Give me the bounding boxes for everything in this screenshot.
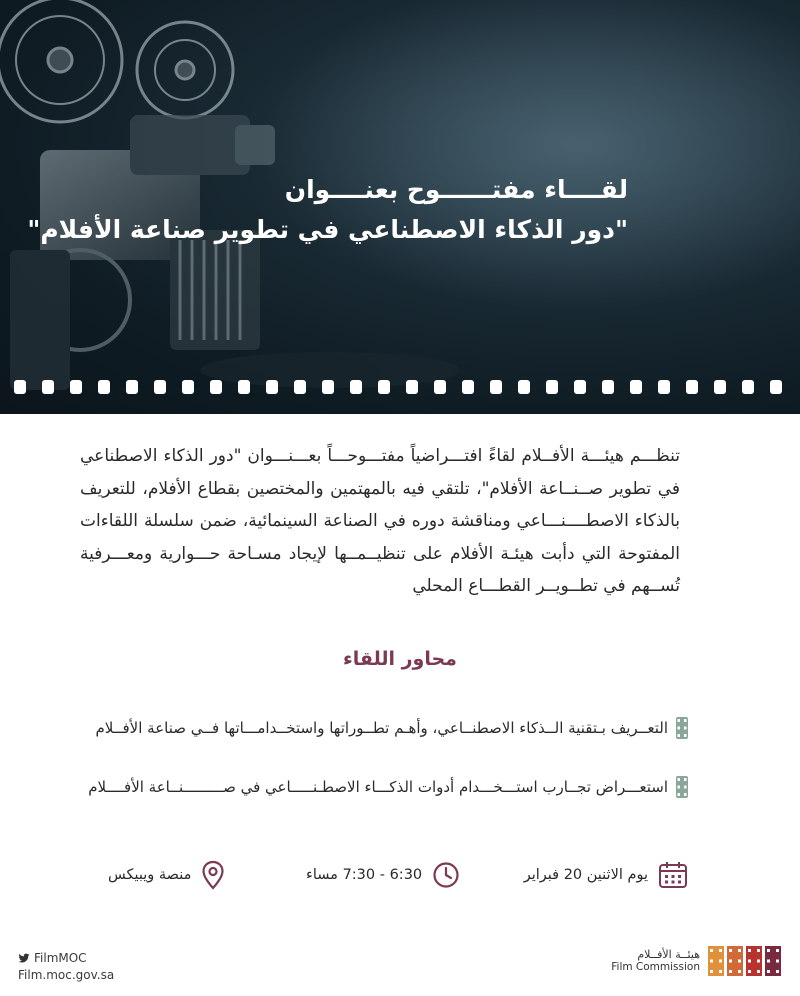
location-pin-icon [201, 860, 225, 890]
calendar-icon [658, 860, 688, 890]
event-date-text: يوم الاثنين 20 فبراير [523, 867, 648, 883]
clock-icon [432, 861, 460, 889]
axis-item-1-text: التعــريف بـتقنية الــذكاء الاصطنــاعي، وأهـم تطــوراتها واستخــدامـــاتها فــي صناعة الأفــلام [95, 719, 668, 737]
logo-arabic-text: هيئــة الأفــلام [637, 948, 700, 961]
twitter-icon [18, 953, 30, 964]
axis-item-1 [88, 717, 688, 739]
axis-item-2 [88, 776, 688, 798]
website-link[interactable]: Film.moc.gov.sa [18, 968, 115, 982]
twitter-handle[interactable] [18, 950, 114, 967]
event-date [524, 858, 688, 892]
event-place [108, 858, 225, 892]
event-place-text: منصة ويبيكس [108, 867, 192, 883]
twitter-handle-text: FilmMOC [34, 951, 87, 965]
event-time [306, 858, 460, 892]
logo-text [611, 948, 700, 974]
hero-title [27, 172, 628, 248]
intro-paragraph: تنظـــم هيئـــة الأفــلام لقاءً افتـــراضياً مفتـــوحـــاً بعـــنـــوان "دور الذكاء الاصطناعي في تطوير صــنــاعة الأفلام"، تلتقي فيه بالمهتمين والمختصين بقطاع الأفلام، للتعريف بالذكاء الاصطــــنـــاعي ومناقشة دوره في الصناعة السينمائية، ضمن سلسلة اللقاءات المفتوحة التي دأبت هيئـة الأفلام على تنظيــمــها لإيجاد مسـاحة حـــوارية ومعـــرفية تُســهم في تطــويــر القطـــاع المحلي [80, 446, 680, 596]
film-frame-icon [676, 776, 688, 798]
axis-item-2-text: استعـــراض تجــارب استـــخـــدام أدوات الذكـــاء الاصطـنـــــاعي في صـــــــــنــاعة الأفــــلام [88, 778, 668, 796]
film-frame-icon [676, 717, 688, 739]
hero-title-line-1: لقــــاء مفتــــــوح بعنــــوان [284, 175, 628, 204]
event-time-text: 6:30 - 7:30 مساء [306, 867, 423, 883]
film-strip-perforations [0, 376, 800, 398]
hero-title-line-2: "دور الذكاء الاصطناعي في تطوير صناعة الأفلام" [27, 215, 628, 244]
axes-section-title: محاور اللقاء [343, 648, 457, 670]
footer-contacts [18, 950, 114, 984]
film-commission-logo-mark [708, 946, 782, 976]
hero-banner [0, 0, 800, 414]
logo-english-text: Film Commission [611, 961, 700, 973]
film-commission-logo [611, 946, 782, 976]
